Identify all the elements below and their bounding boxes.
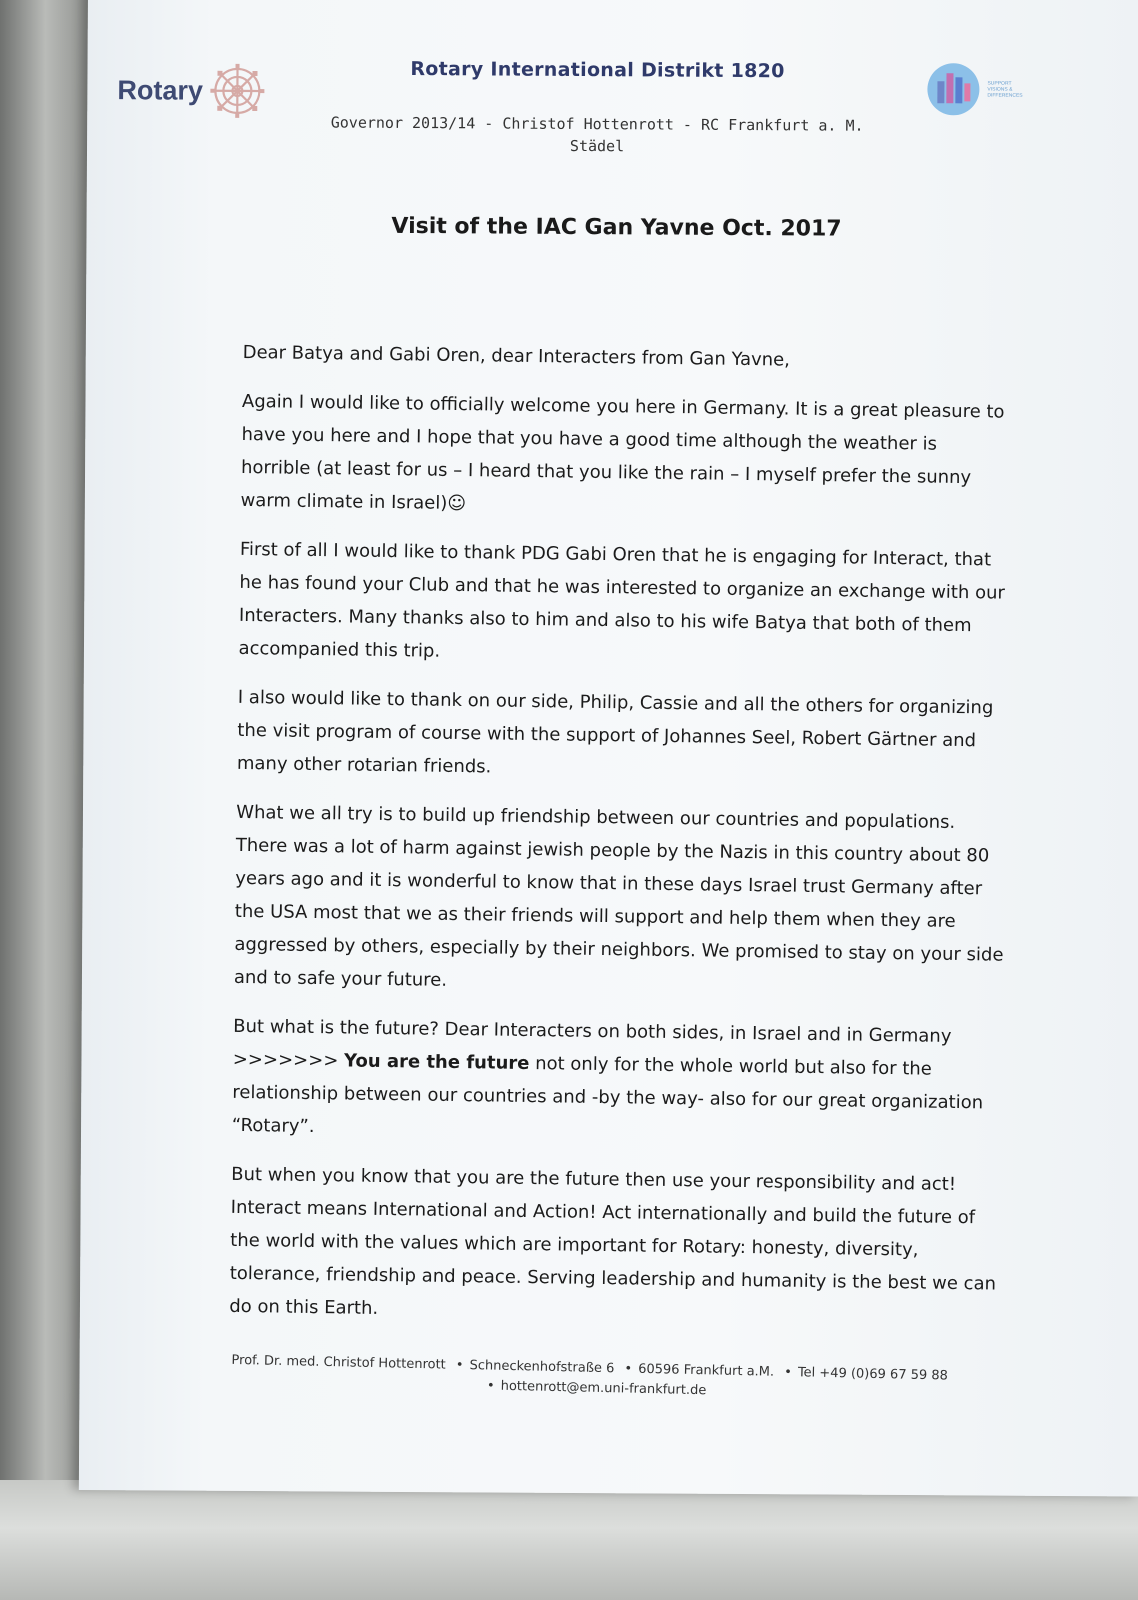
governor-line-1: Governor 2013/14 - Christof Hottenrott - RC Frankfurt a. M.: [330, 113, 864, 135]
rotary-wheel-icon: [209, 63, 265, 119]
footer-city: 60596 Frankfurt a.M.: [638, 1361, 775, 1380]
footer-bullet: •: [784, 1364, 793, 1381]
footer-email: hottenrott@em.uni-frankfurt.de: [500, 1378, 707, 1399]
footer-bullet: •: [455, 1357, 464, 1373]
binder-bottom-edge: [0, 1480, 1138, 1600]
district-title: Rotary International Distrikt 1820: [410, 57, 785, 83]
footer-bullet: •: [624, 1361, 633, 1377]
district-logo-caption: SUPPORT VISIONS & DIFFERENCES: [987, 80, 1023, 99]
letter-page: [79, 0, 1138, 1496]
letter-footer: [231, 1351, 1022, 1408]
footer-street: Schneckenhofstraße 6: [469, 1358, 615, 1377]
paragraph-thanks-organizers: I also would like to thank on our side, Philip, Cassie and all the others for organizing the visit program of course with the support of Johannes Seel, Robert Gärtner and many other rotarian friends.: [236, 686, 994, 778]
salutation: Dear Batya and Gabi Oren, dear Interacters from Gan Yavne,: [242, 341, 791, 371]
paragraph-thanks-pdg: First of all I would like to thank PDG Gabi Oren that he is engaging for Interact, that he has found your Club and that he was interested to organize an exchange with our Interacters. Many thanks also to him and also to his wife Batya that both of them accompanied this trip.: [238, 538, 1006, 662]
paragraph-friendship: What we all try is to build up friendship between our countries and populations. There was a lot of harm against jewish people by the Nazis in this country about 80 years ago and it is wonderful to know that in these days Israel trust Germany after the USA most that we as their friends will support and help them when they are aggressed by others, especially by their neighbors. We promised to stay on your side and to safe your future.: [233, 801, 1004, 991]
district-logo: [925, 61, 1055, 118]
future-text-after: not only for the whole world but also for the relationship between our countries and -by the way- also for our great organization “Rotary”.: [231, 1053, 984, 1138]
district-emblem-icon: [925, 61, 981, 117]
letter-body: [229, 336, 1013, 1350]
future-emphasis: You are the future: [343, 1050, 530, 1075]
footer-phone: Tel +49 (0)69 67 59 88: [797, 1365, 949, 1384]
letter-title: Visit of the IAC Gan Yavne Oct. 2017: [391, 213, 842, 242]
rotary-logo: [117, 60, 287, 121]
footer-bullet: •: [486, 1378, 495, 1394]
paragraph-welcome: Again I would like to officially welcome you here in Germany. It is a great pleasure to have you here and I hope that you have a good time although the weather is horrible (at least for us – I heard that you like the rain – I myself prefer the sunny warm climate in Israel)☺: [240, 390, 1005, 515]
future-text-before: But what is the future? Dear Interacters on both sides, in Israel and in Germany >>>>>>>: [232, 1015, 952, 1072]
paragraph-closing: But when you know that you are the future then use your responsibility and act! Interact means International and Action! Act internationally and build the future of the world with the values which are important for Rotary: honesty, diversity, tolerance, friendship and peace. Serving leadership and humanity is the best we can do on this Earth.: [229, 1163, 997, 1319]
governor-info: [307, 111, 887, 159]
rotary-wordmark: Rotary: [117, 74, 204, 106]
paragraph-future: [232, 1010, 1004, 1153]
footer-name: Prof. Dr. med. Christof Hottenrott: [231, 1352, 446, 1373]
governor-line-2: Städel: [569, 136, 625, 156]
